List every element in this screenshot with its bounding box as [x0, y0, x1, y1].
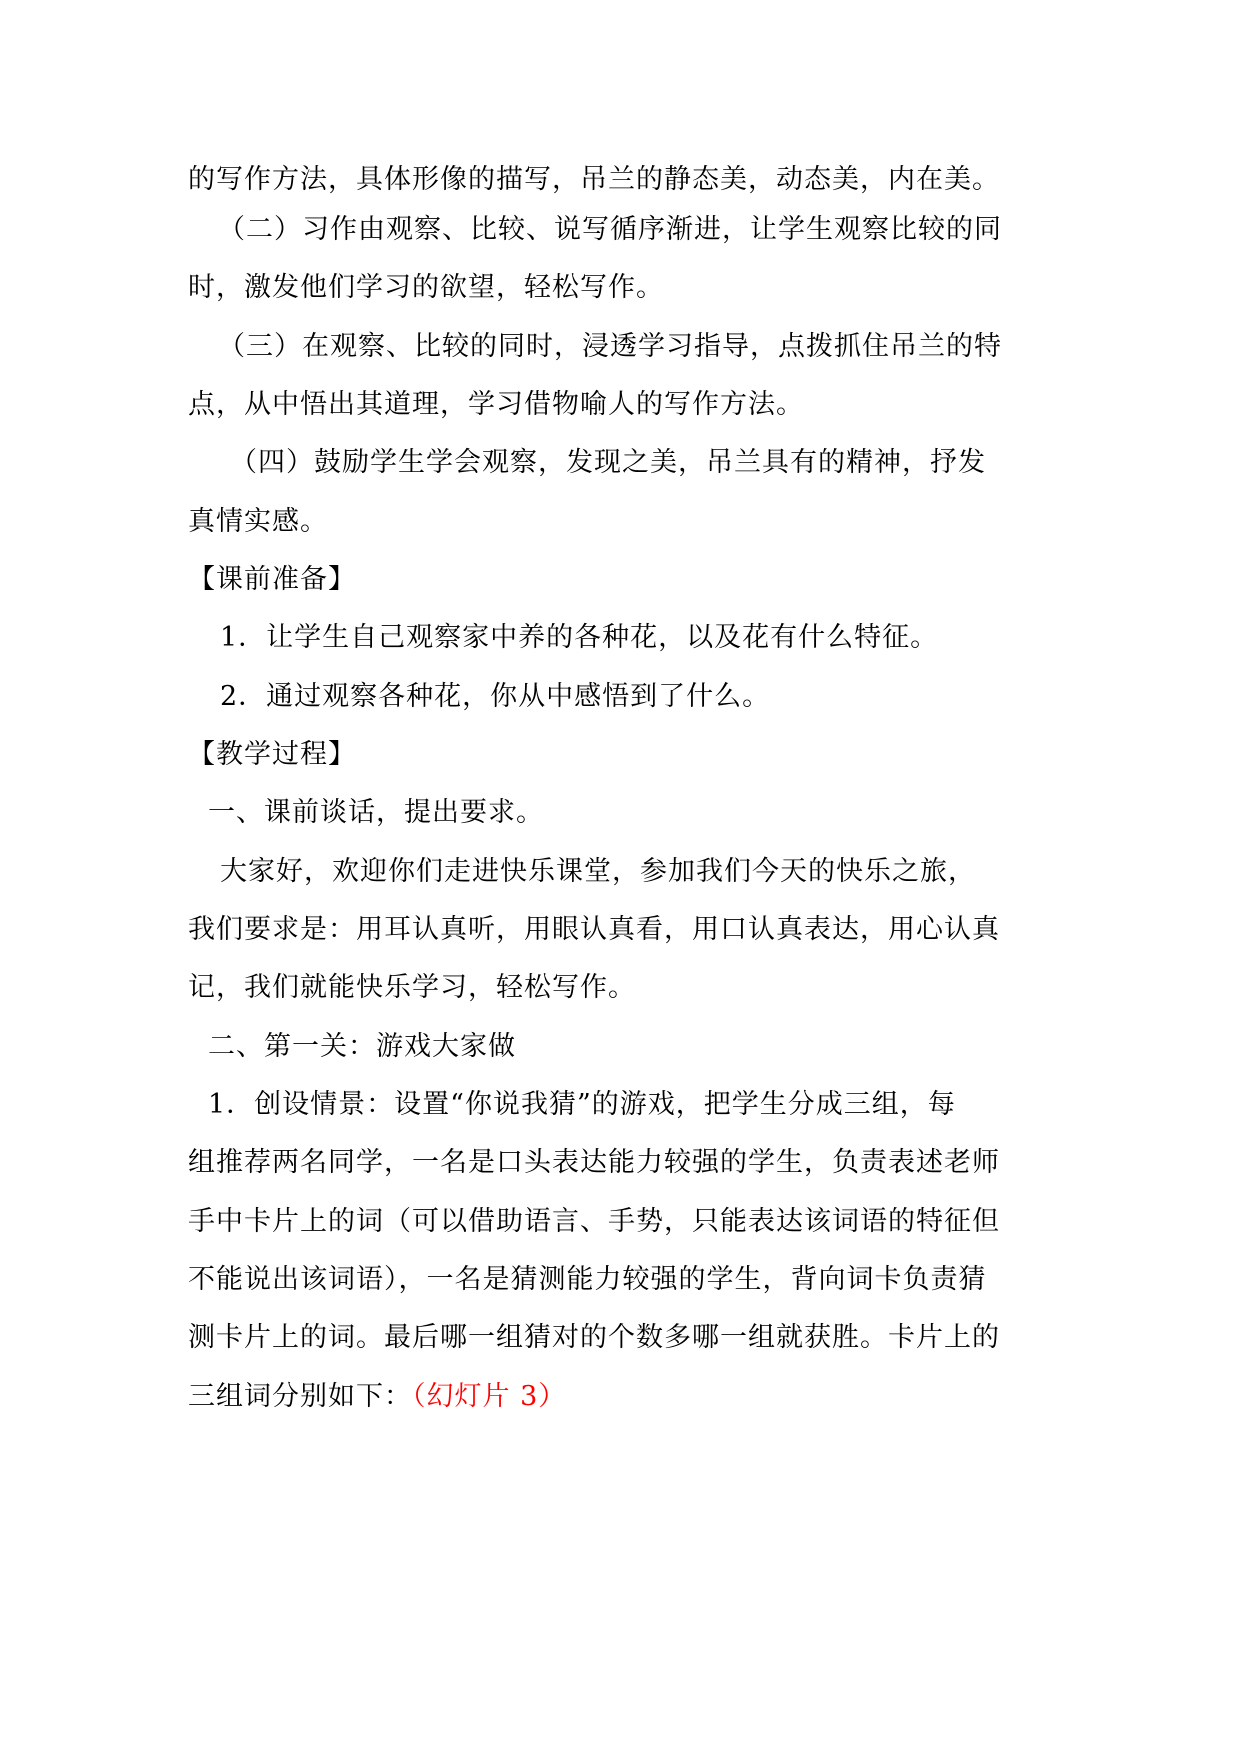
text-line-21: 测卡片上的词。最后哪一组猜对的个数多哪一组就获胜。卡片上的	[188, 1322, 1000, 1353]
text-line-13: 大家好，欢迎你们走进快乐课堂，参加我们今天的快乐之旅，	[220, 856, 976, 887]
list-item-1: 1．让学生自己观察家中养的各种花，以及花有什么特征。	[220, 622, 939, 653]
slide-reference: （幻灯片 3）	[412, 1381, 567, 1412]
text-line-7: 真情实感。	[188, 506, 328, 537]
text-line-3: 时，激发他们学习的欲望，轻松写作。	[188, 272, 664, 303]
text-line-17: 1．创设情景：设置“你说我猜”的游戏，把学生分成三组，每	[208, 1089, 956, 1120]
text-line-5: 点，从中悟出其道理，学习借物喻人的写作方法。	[188, 389, 804, 420]
text-line-15: 记，我们就能快乐学习，轻松写作。	[188, 972, 636, 1003]
list-item-2: 2．通过观察各种花，你从中感悟到了什么。	[220, 681, 771, 712]
section-heading-preparation: 【课前准备】	[188, 564, 356, 595]
text-line-20: 不能说出该词语），一名是猜测能力较强的学生，背向词卡负责猜	[188, 1264, 987, 1295]
text-line-14: 我们要求是：用耳认真听，用眼认真看，用口认真表达，用心认真	[188, 914, 1000, 945]
text-line-6: （四）鼓励学生学会观察，发现之美，吊兰具有的精神，抒发	[230, 447, 986, 478]
text-line-19: 手中卡片上的词（可以借助语言、手势，只能表达该词语的特征但	[188, 1206, 1000, 1237]
section-heading-process: 【教学过程】	[188, 739, 356, 770]
text-line-1: 的写作方法，具体形像的描写，吊兰的静态美，动态美，内在美。	[188, 164, 1000, 195]
text-line-18: 组推荐两名同学，一名是口头表达能力较强的学生，负责表述老师	[188, 1147, 1000, 1178]
text-line-16: 二、第一关：游戏大家做	[208, 1031, 516, 1062]
text-line-4: （三）在观察、比较的同时，浸透学习指导，点拨抓住吊兰的特	[218, 331, 1002, 362]
text-line-2: （二）习作由观察、比较、说写循序渐进，让学生观察比较的同	[218, 214, 1002, 245]
text-line-12: 一、课前谈话，提出要求。	[208, 797, 544, 828]
text-line-22	[188, 1377, 566, 1417]
text-line-22-main: 三组词分别如下：	[188, 1381, 412, 1412]
